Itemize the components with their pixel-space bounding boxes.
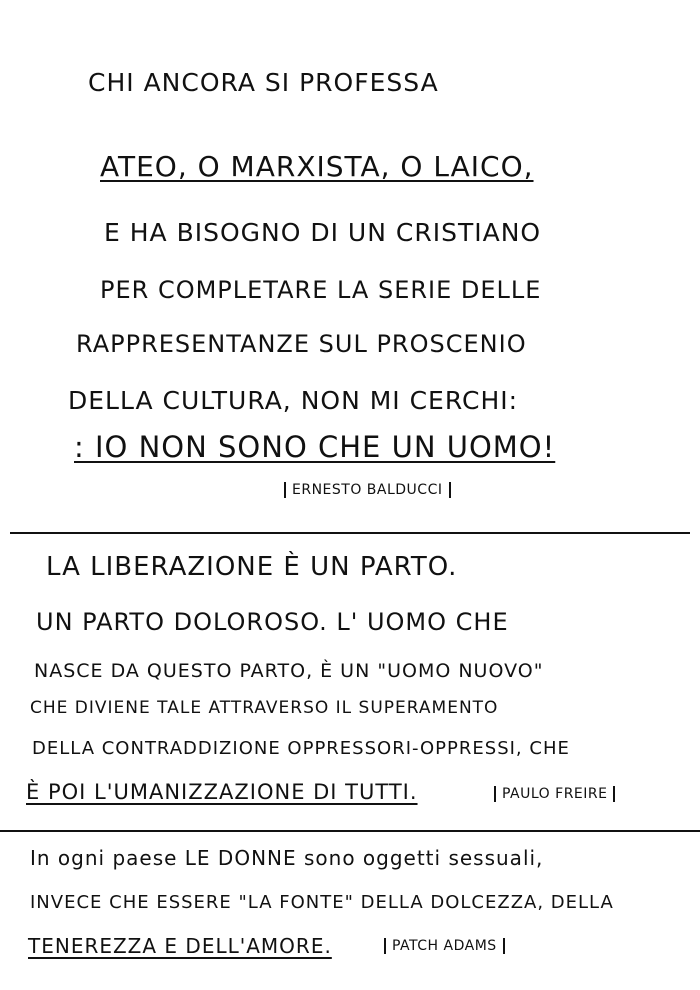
quote3-line-2: INVECE CHE ESSERE "LA FONTE" DELLA DOLCEZZA, DELLA [30,892,614,913]
quote3-line-3: TENEREZZA E DELL'AMORE. [28,934,332,958]
divider-2 [0,830,700,832]
quote1-line-4: PER COMPLETARE LA SERIE DELLE [100,276,542,304]
quote2-line-5: DELLA CONTRADDIZIONE OPPRESSORI-OPPRESSI, CHE [32,738,570,759]
quote1-line-3: E HA BISOGNO DI UN CRISTIANO [104,218,542,247]
quote2-author: PAULO FREIRE [494,786,615,802]
quote1-line-2: ATEO, O MARXISTA, O LAICO, [100,150,534,183]
quote1-line-5: RAPPRESENTANZE SUL PROSCENIO [76,330,527,358]
quote1-line-6: DELLA CULTURA, NON MI CERCHI: [68,386,519,415]
quote1-line-1: CHI ANCORA SI PROFESSA [88,68,439,97]
quote2-line-6: È POI L'UMANIZZAZIONE DI TUTTI. [26,780,418,804]
quote2-line-3: NASCE DA QUESTO PARTO, È UN "UOMO NUOVO" [34,660,544,682]
quote2-line-4: CHE DIVIENE TALE ATTRAVERSO IL SUPERAMENTO [30,698,499,718]
divider-1 [10,532,690,534]
quote3-author: PATCH ADAMS [384,938,505,954]
quote3-line-1: In ogni paese LE DONNE sono oggetti sessuali, [30,846,544,870]
quote2-line-1: LA LIBERAZIONE È UN PARTO. [46,552,458,582]
quote2-line-2: UN PARTO DOLOROSO. L' UOMO CHE [36,608,509,636]
quote1-author: ERNESTO BALDUCCI [284,482,451,498]
quote1-line-7: : IO NON SONO CHE UN UOMO! [74,430,556,464]
